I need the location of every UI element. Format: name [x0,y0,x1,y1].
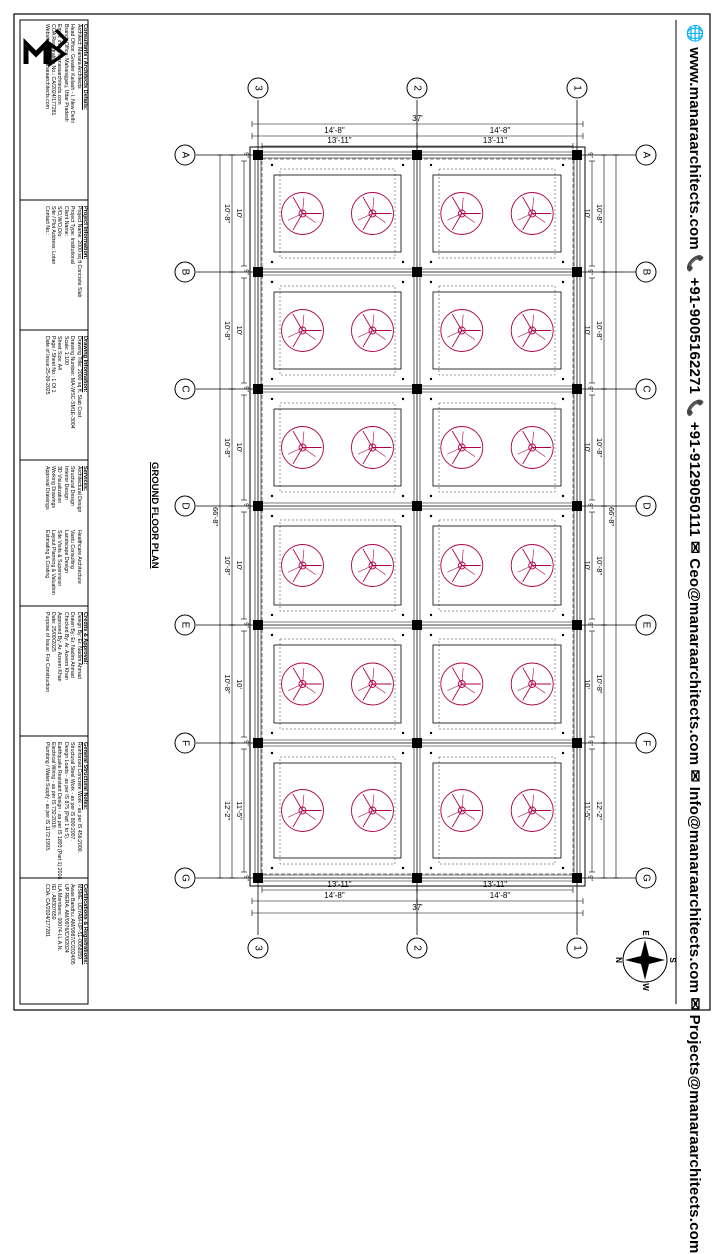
dim-small: 9" [586,386,593,392]
marker-dot [402,732,404,734]
fan-blade [523,314,533,330]
dim-small: 9" [586,622,593,628]
notes-line: Electrical Wiring - as per IS 732:2019. [49,742,56,830]
column-1A [572,150,582,160]
marker-dot [271,732,273,734]
dim-small: 9" [242,875,249,881]
column-3E [253,620,263,630]
dim-span-outer: 10'-8" [595,437,605,458]
credits-line: Purpose of Issue: For Construction [43,612,50,693]
dim-bay-outer: 14'-8" [324,891,345,900]
fan-blade [372,198,373,214]
fan-blade [462,811,475,820]
dim-small: 9" [242,740,249,746]
column-2E [412,620,422,630]
fan-blade [452,668,462,684]
project-line: Contact No.: [43,206,50,235]
dim-span-inner: 10' [583,560,593,571]
column-1C [572,384,582,394]
dim-span-outer: 10'-8" [223,674,233,694]
marker-dot [562,495,564,497]
fan-blade [303,566,316,575]
consultant-line: Architect: Manara Architects [75,24,82,89]
column-2F [412,738,422,748]
marker-dot [402,378,404,380]
marker-dot [402,495,404,497]
fan-blade [293,794,303,810]
service-item: Layout Planning & Valuation [49,530,56,595]
fan-blade [462,566,475,575]
fan-blade [363,549,373,565]
fan-blade [462,550,463,566]
dim-span-inner: 10' [583,442,593,453]
fan-blade [303,331,316,340]
column-1B [572,267,582,277]
marker-dot [430,634,432,636]
fan-blade [523,431,533,447]
fan-blade [363,431,373,447]
fan-blade [532,331,545,340]
consultant-line: Website: www.manaraarchitects.com [43,24,50,109]
grid-label-E: E [640,621,652,629]
fan-blade [293,197,303,213]
dim-small: 9" [586,269,593,275]
service-item: Structural Design [69,466,76,506]
marker-dot [562,164,564,166]
fan-blade [372,432,373,448]
fan-blade [372,668,373,684]
dim-small: 9" [586,875,593,881]
dim-small: 9" [242,269,249,275]
grid-label-A: A [179,151,191,159]
marker-dot [562,398,564,400]
fan-blade [462,684,475,693]
dim-span-outer: 12'-2" [223,800,233,821]
drawing-line: Date of Issue:25-09-2025 [43,336,50,395]
column-3F [253,738,263,748]
drawing-line: Drawing Number: MA-WSC-SM1E-3004 [69,336,76,429]
marker-dot [430,515,432,517]
compass-rose [614,930,677,991]
grid-label-D: D [640,502,652,510]
column-2G [412,873,422,883]
dim-span-outer: 10'-8" [595,203,605,224]
service-item: Landscape Design [62,530,69,573]
dim-span-outer: 10'-8" [223,320,233,341]
fan-blade [532,315,533,331]
notes-line: Reinforced Concrete Work - as per IS 456:2000. [75,742,82,853]
column-2C [412,384,422,394]
dim-bay-inner: 13'-11" [327,880,352,889]
marker-dot [562,614,564,616]
certifications-block [43,884,88,1002]
fan-blade [532,214,545,223]
credits-line: Drawn By: Er. Nadim Ahmad [69,612,76,678]
certs-heading: Certifications & Registrations: [82,884,88,965]
column-3C [253,384,263,394]
service-item: 3D Visualization [56,466,63,504]
column-2D [412,501,422,511]
grid-label-2: 2 [411,945,423,951]
fan-blade [363,668,373,684]
column-3G [253,873,263,883]
certs-line: IEI : AM307650 [49,884,56,920]
marker-dot [430,398,432,400]
fan-blade [363,794,373,810]
fan-blade [303,550,304,566]
service-item: Interior Design [62,466,69,500]
credits-line: Checked By: Ar. Azeem Khan [62,612,69,680]
compass-letter: S [667,957,677,963]
project-line: Site / Plot Address: Lotan [49,206,56,265]
grid-label-C: C [640,385,652,393]
outer-border [14,14,710,1010]
service-item: Approval Drawings [43,466,50,510]
grid-label-2: 2 [411,85,423,91]
dim-small: 9" [242,622,249,628]
fan-blade [462,198,463,214]
credits-block [43,612,88,742]
fan-blade [462,795,463,811]
compass-letter: W [640,983,650,991]
marker-dot [402,398,404,400]
column-3B [253,267,263,277]
marker-dot [402,164,404,166]
fan-blade [523,197,533,213]
marker-dot [271,495,273,497]
fan-blade [462,668,463,684]
service-item: Working Drawings [49,466,56,508]
fan-blade [532,566,545,575]
grid-label-G: G [640,874,652,882]
notes-line: Plumbing / Water Supply - as per IS 1172:1993. [43,742,50,852]
drawing-info-block [43,336,88,464]
grid-label-1: 1 [571,945,583,951]
service-item: Architectural Design [75,466,82,513]
marker-dot [562,261,564,263]
fan-blade [303,684,316,693]
marker-dot [430,495,432,497]
fan-blade [303,811,316,820]
fan-blade [532,811,545,820]
credits-line: Approved By: Ar. Azeem Khan [56,612,63,682]
dim-span-outer: 10'-8" [595,320,605,341]
fan-blade [372,550,373,566]
grid-label-F: F [179,739,191,747]
dim-span-inner: 10' [235,560,245,571]
fan-blade [303,668,304,684]
dim-span-outer: 10'-8" [595,674,605,694]
fan-blade [452,314,462,330]
marker-dot [402,752,404,754]
slab-inner-outline [262,159,573,874]
drawing-line: Sheet Size: A4 [56,336,63,371]
dim-span-outer: 10'-8" [595,555,605,576]
column-2B [412,267,422,277]
dim-small: 9" [586,152,593,158]
marker-dot [402,281,404,283]
fan-blade [372,214,385,223]
dim-span-inner: 10' [235,325,245,336]
dim-span-inner: 10' [235,679,245,689]
dim-total-width-top: 37' [412,114,423,123]
marker-dot [271,867,273,869]
dim-total-length-left: 66'-8" [211,506,221,527]
certs-line: Awas Bandhu: AM/0987/C/2024/05 [69,884,76,965]
dim-total-width-bottom: 37' [412,903,423,912]
dim-span-outer: 10'-8" [223,437,233,458]
consultant-line: Head Office: Greater Kailash - I, New Delhi [69,24,76,123]
certs-line: COA: CA/2024/177281 [43,884,50,938]
column-1E [572,620,582,630]
grid-label-E: E [179,621,191,629]
drawing-line: Drawing Title: 2000 sq ft. Slab Cost [75,336,82,418]
fan-blade [532,432,533,448]
fan-blade [363,314,373,330]
dim-small: 9" [586,740,593,746]
marker-dot [562,752,564,754]
service-item: Healthcare Architecture [75,530,82,584]
project-line: Project Type: Institutional [69,206,76,264]
fan-blade [532,448,545,457]
plan-geometry [175,78,656,958]
marker-dot [402,867,404,869]
marker-dot [562,867,564,869]
dim-bay-outer: 14'-8" [489,126,511,135]
services-heading: Services: [82,466,88,491]
consultant-line: COA Registration No.: CA/2024/177281 [49,24,56,116]
fan-blade [372,315,373,331]
dim-span-outer: 12'-2" [595,800,605,821]
grid-label-D: D [179,502,191,510]
marker-dot [430,732,432,734]
marker-dot [562,634,564,636]
dim-total-length-right: 66'-8" [607,506,617,527]
dim-bay-inner: 13'-11" [482,880,508,889]
fan-blade [293,431,303,447]
fan-blade [532,668,533,684]
fan-blade [293,549,303,565]
dim-span-inner: 10' [583,325,593,336]
fan-blade [452,197,462,213]
credits-line: Design By: Er. Nadim Ahmad [75,612,82,679]
fan-blade [523,668,533,684]
drawing-line: Page / Sheet No.: 1 Of 1 [49,336,56,393]
certs-line: UP RERA: AM/0976/C/0/2024 [62,884,69,953]
project-line: Client Name: [62,206,69,236]
fan-blade [303,448,316,457]
marker-dot [271,261,273,263]
dim-small: 9" [242,152,249,158]
fan-blade [532,550,533,566]
contact-strip: 🌐 www.manaraarchitects.com 📞 +91-9005162271 📞 +91-9129050111 ✉ Ceo@manaraarchitects.com ✉ Info@manaraarchitects.com ✉ Projects@manaraarchitects.com [686,24,703,1254]
marker-dot [271,281,273,283]
marker-dot [271,634,273,636]
marker-dot [430,752,432,754]
column-3A [253,150,263,160]
project-heading: Project Information: [82,206,88,260]
column-1G [572,873,582,883]
project-line: S/O,W/O,D/o: [56,206,63,238]
marker-dot [271,398,273,400]
compass-letter: N [613,957,623,963]
consultant-block [43,24,88,220]
marker-dot [402,261,404,263]
grid-label-F: F [640,739,652,747]
dim-span-outer: 10'-8" [223,555,233,576]
services-block-col1 [43,466,88,536]
marker-dot [562,732,564,734]
dim-span-inner: 10' [583,208,593,219]
marker-dot [271,378,273,380]
fan-blade [532,684,545,693]
fan-blade [462,214,475,223]
fan-blade [372,331,385,340]
column-2A [412,150,422,160]
dim-span-inner: 10' [235,208,245,219]
fan-blade [303,432,304,448]
service-item: Site Visits & Supervision [56,530,63,587]
credits-line: Date: 25/09/2025 [49,612,56,652]
dim-span-inner: 11'-5" [583,801,593,820]
fan-blade [372,448,385,457]
marker-dot [430,261,432,263]
grid-label-B: B [179,268,191,276]
fan-blade [462,331,475,340]
fan-blade [462,448,475,457]
fan-blade [372,684,385,693]
fan-blade [452,794,462,810]
compass-letter: E [640,930,650,936]
fan-blade [303,795,304,811]
plan-title: GROUND FLOOR PLAN [149,462,160,569]
marker-dot [562,281,564,283]
fan-blade [523,794,533,810]
fan-blade [462,315,463,331]
grid-label-G: G [179,874,191,882]
credits-heading: Credits & Approval: [82,612,88,665]
notes-block [43,742,88,882]
fan-blade [372,795,373,811]
marker-dot [271,752,273,754]
marker-dot [562,378,564,380]
marker-dot [402,614,404,616]
grid-label-3: 3 [252,945,264,951]
dim-small: 9" [242,503,249,509]
notes-line: Design Loads - as per IS 875 (Part 1 to 5). [62,742,69,840]
marker-dot [430,281,432,283]
consultant-line: Branch Office: Maharajganj, Uttar Pradesh [62,24,69,122]
fan-blade [462,432,463,448]
fan-blade [372,811,385,820]
grid-label-C: C [179,385,191,393]
fan-blade [293,314,303,330]
fan-blade [452,431,462,447]
drawing-line: Scale: 1:100 [62,336,69,365]
column-1F [572,738,582,748]
marker-dot [271,614,273,616]
grid-label-1: 1 [571,85,583,91]
notes-line: Structural Steel Work - as per IS 800:2007. [69,742,76,841]
dim-span-inner: 11'-5" [235,801,245,820]
notes-heading: General Structural Notes: [82,742,88,810]
certs-line: MSME: UDYAM-UP-51-0058059 [75,884,82,960]
dim-bay-outer: 14'-8" [324,126,345,135]
fan-blade [303,198,304,214]
fan-blade [363,197,373,213]
fan-blade [303,315,304,331]
project-block [43,206,88,336]
consultant-line: Email: info@manaraarchitects.com [56,24,63,105]
fan-blade [523,549,533,565]
dim-bay-inner: 13'-11" [482,136,508,145]
marker-dot [430,867,432,869]
consultant-heading: Consultants / Architects Details: [82,24,88,110]
grid-label-3: 3 [252,85,264,91]
dim-bay-outer: 14'-8" [489,891,511,900]
grid-label-B: B [640,268,652,276]
project-line: Project Name: 2000 sq ft Concrete Slab [75,206,82,298]
column-3D [253,501,263,511]
marker-dot [430,614,432,616]
fan-blade [452,549,462,565]
notes-line: Earthquake Resistant Design - as per IS 1893 (Part 1):2016. [56,742,63,881]
drawing-heading: Drawing Information: [82,336,88,393]
marker-dot [430,164,432,166]
fan-blade [532,198,533,214]
grid-label-A: A [640,151,652,159]
marker-dot [402,515,404,517]
fan-blade [293,668,303,684]
fan-blade [372,566,385,575]
marker-dot [271,515,273,517]
marker-dot [562,515,564,517]
compass-needle [625,955,665,965]
dim-small: 9" [242,386,249,392]
marker-dot [271,164,273,166]
dim-span-outer: 10'-8" [223,203,233,224]
service-item: Estimating & Costing [43,530,50,579]
service-item: Vastu Consulting [69,530,76,569]
column-1D [572,501,582,511]
marker-dot [430,378,432,380]
services-block-col2 [43,530,88,606]
dim-bay-inner: 13'-11" [327,136,352,145]
dim-span-inner: 10' [583,679,593,689]
fan-blade [532,795,533,811]
marker-dot [402,634,404,636]
fan-blade [303,214,316,223]
dim-span-inner: 10' [235,442,245,453]
dim-small: 9" [586,503,593,509]
certs-line: ILA Members: 00074-I.L.A.N. [56,884,63,951]
